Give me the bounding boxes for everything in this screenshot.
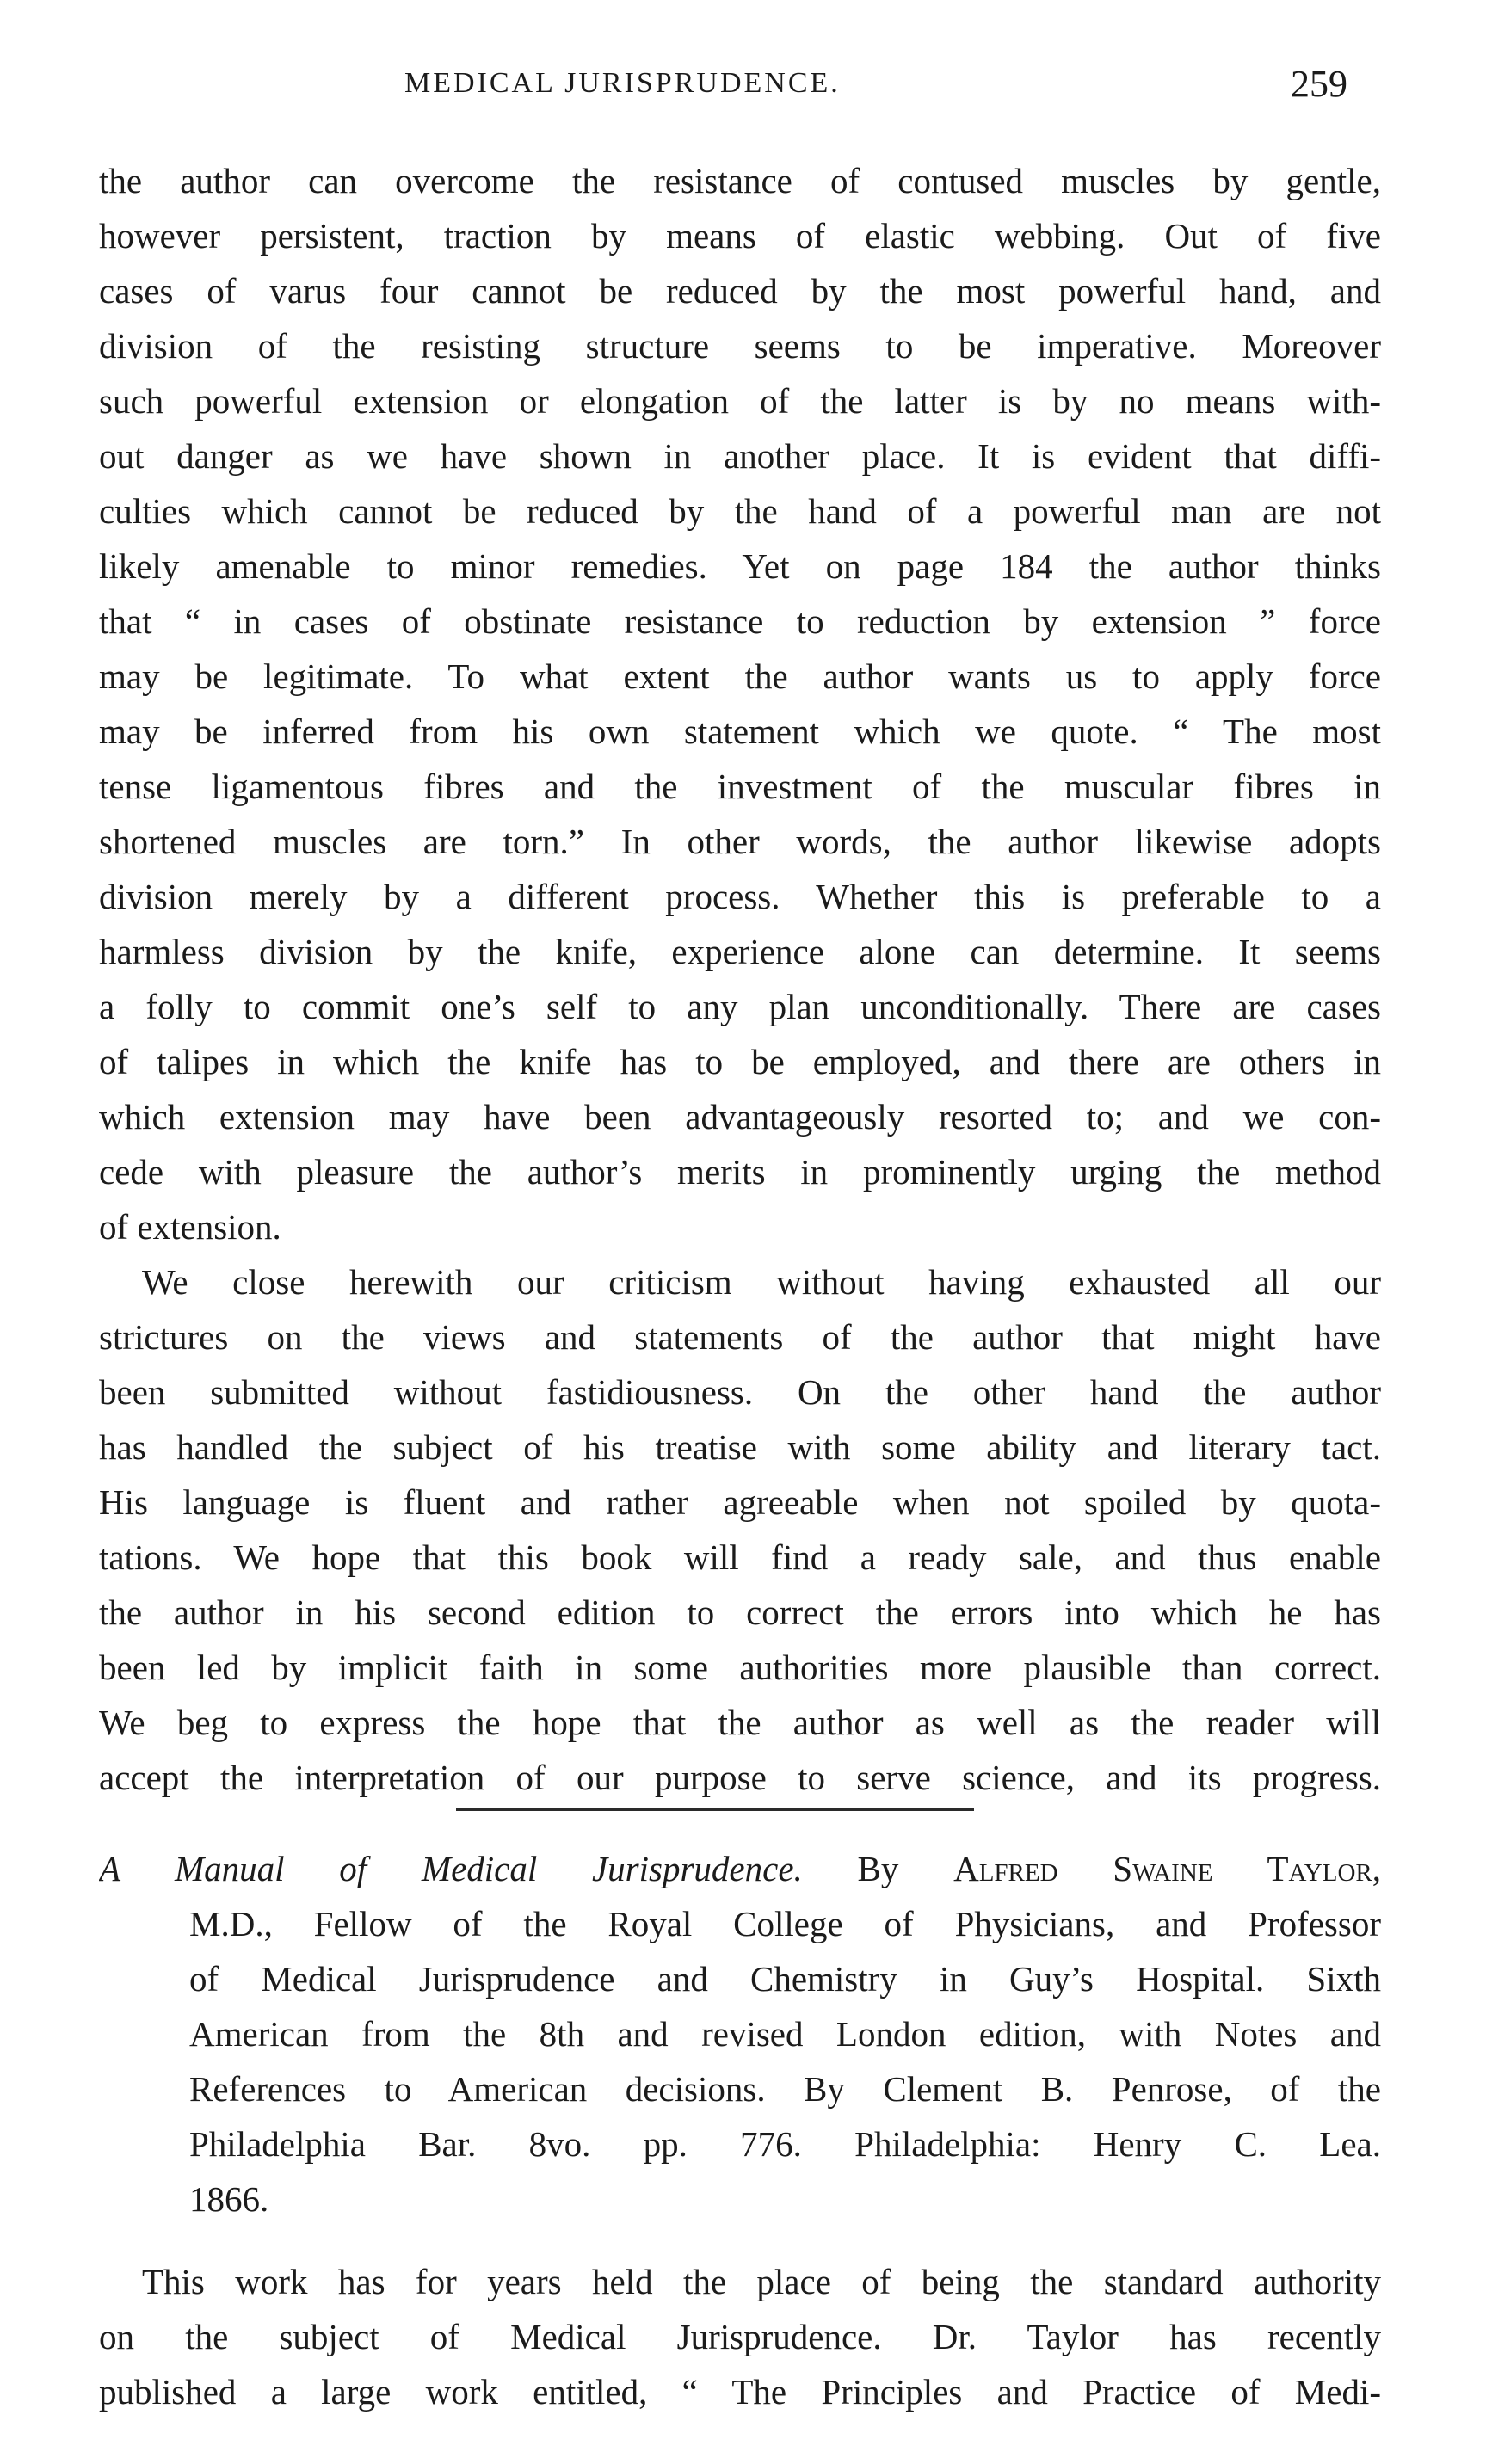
text-line: a folly to commit one’s self to any plan unconditionally. There are cases [99,987,1381,1026]
page-number: 259 [1291,63,1347,105]
text-line: tations. We hope that this book will find a ready sale, and thus enable [99,1537,1381,1577]
text-line: shortened muscles are torn.” In other words, the author likewise adopts [99,822,1381,861]
book-title: A Manual of Medical Jurisprudence. [99,1849,803,1888]
review-citation [99,1841,1381,2227]
text-line: tense ligamentous fibres and the investment of the muscular fibres in [99,767,1381,806]
text-line: on the subject of Medical Jurisprudence. Dr. Taylor has recently [99,2317,1381,2356]
review-paragraph [99,2254,1381,2419]
citation-line: M.D., Fellow of the Royal College of Physicians, and Professor [189,1904,1381,1943]
text-line: likely amenable to minor remedies. Yet on page 184 the author thinks [99,546,1381,586]
book-author: Alfred Swaine Taylor, [953,1849,1381,1888]
text-line: which extension may have been advantageously resorted to; and we con- [99,1097,1381,1137]
text-line: the author can overcome the resistance of contused muscles by gentle, [99,161,1381,200]
text-line: division merely by a different process. Whether this is preferable to a [99,877,1381,916]
text-line: been led by implicit faith in some authorities more plausible than correct. [99,1648,1381,1687]
citation-line: 1866. [189,2179,269,2219]
citation-line: Philadelphia Bar. 8vo. pp. 776. Philadelphia: Henry C. Lea. [189,2124,1381,2164]
text-line: harmless division by the knife, experience alone can determine. It seems [99,932,1381,971]
text-line: division of the resisting structure seems to be imperative. Moreover [99,326,1381,366]
text-line: culties which cannot be reduced by the hand of a powerful man are not [99,491,1381,531]
text-line: cede with pleasure the author’s merits in prominently urging the method [99,1152,1381,1192]
citation-heading-line [99,1841,1381,1896]
text-line: accept the interpretation of our purpose to serve science, and its progress. [99,1758,1381,1797]
paragraph-continued [99,153,1381,1254]
text-line: such powerful extension or elongation of the latter is by no means with- [99,381,1381,421]
text-line: the author in his second edition to correct the errors into which he has [99,1592,1381,1632]
text-line: been submitted without fastidiousness. On the other hand the author [99,1372,1381,1412]
text-line: This work has for years held the place of being the standard authority [142,2262,1381,2301]
text-line: however persistent, traction by means of elastic webbing. Out of five [99,216,1381,256]
text-line: may be legitimate. To what extent the author wants us to apply force [99,656,1381,696]
text-line: published a large work entitled, “ The Principles and Practice of Medi- [99,2372,1381,2412]
text-line: may be inferred from his own statement which we quote. “ The most [99,711,1381,751]
text-line: cases of varus four cannot be reduced by the most powerful hand, and [99,271,1381,311]
text-line: out danger as we have shown in another place. It is evident that diffi- [99,436,1381,476]
running-head-title: MEDICAL JURISPRUDENCE. [404,67,841,99]
text-line: strictures on the views and statements of the author that might have [99,1317,1381,1357]
citation-by: By [802,1849,954,1888]
text-line: of extension. [99,1207,281,1247]
citation-line: American from the 8th and revised London edition, with Notes and [189,2014,1381,2054]
text-line: His language is fluent and rather agreeable when not spoiled by quota- [99,1482,1381,1522]
text-line: that “ in cases of obstinate resistance to reduction by extension ” force [99,601,1381,641]
text-line: of talipes in which the knife has to be employed, and there are others in [99,1042,1381,1081]
citation-line: of Medical Jurisprudence and Chemistry in Guy’s Hospital. Sixth [189,1959,1381,1999]
paragraph-closing [99,1254,1381,1805]
text-line: We close herewith our criticism without having exhausted all our [142,1262,1381,1302]
text-line: We beg to express the hope that the author as well as the reader will [99,1703,1381,1742]
citation-line: References to American decisions. By Clement B. Penrose, of the [189,2069,1381,2109]
text-line: has handled the subject of his treatise with some ability and literary tact. [99,1427,1381,1467]
section-divider [456,1808,974,1811]
